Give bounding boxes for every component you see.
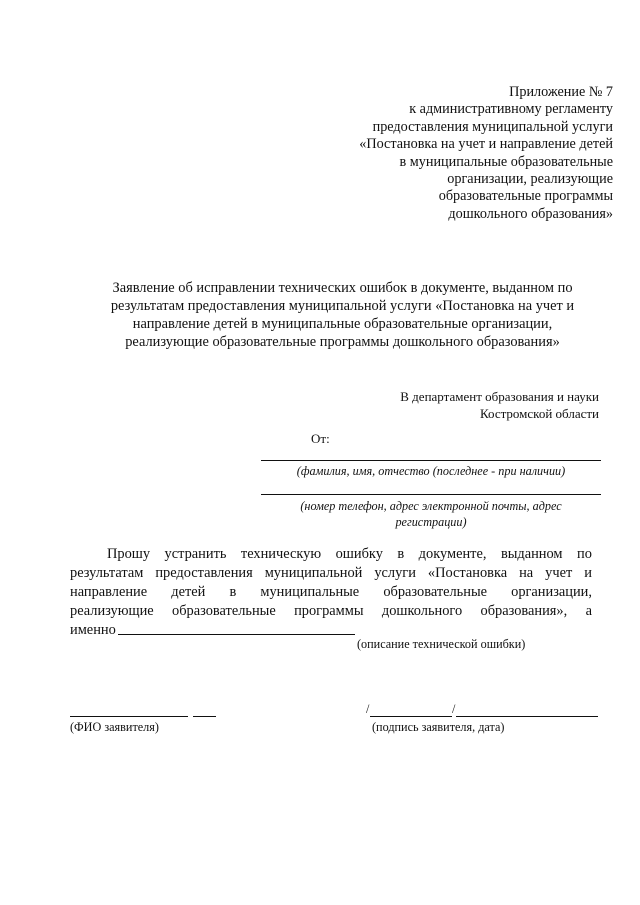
- signature-line[interactable]: [370, 716, 452, 717]
- body-word: муниципальные: [260, 584, 360, 600]
- fio-line-tail[interactable]: [193, 716, 216, 717]
- applicant-contacts-line[interactable]: [261, 494, 601, 495]
- title-line: результатам предоставления муниципальной услуги «Постановка на учет и: [110, 298, 575, 314]
- signature-label: (подпись заявителя, дата): [372, 720, 505, 734]
- title-line: направление детей в муниципальные образовательные организации,: [132, 316, 553, 332]
- body-word: в: [397, 546, 405, 562]
- title-line: реализующие образовательные программы дошкольного образования»: [125, 334, 560, 350]
- fio-line[interactable]: [70, 716, 188, 717]
- body-word: реализующие: [70, 603, 154, 619]
- body-word: направление: [70, 584, 148, 600]
- body-word: ошибку: [335, 546, 383, 562]
- body-word: выданном: [500, 546, 563, 562]
- body-word: результатам: [70, 565, 144, 581]
- applicant-name-line[interactable]: [261, 460, 601, 461]
- title-line: Заявление об исправлении технических ошибок в документе, выданном по: [112, 280, 573, 296]
- body-word: в: [229, 584, 237, 600]
- body-word: предоставления: [155, 565, 253, 581]
- applicant-contacts-hint: (номер телефон, адрес электронной почты, адрес: [300, 499, 562, 513]
- body-word: образовательные: [172, 603, 276, 619]
- from-label: От:: [311, 431, 330, 446]
- body-word: Прошу: [107, 546, 151, 562]
- annex-line: дошкольного образования»: [448, 205, 613, 222]
- annex-line: к административному регламенту: [409, 101, 613, 118]
- body-word: и: [584, 565, 592, 581]
- body-word: образовательные: [383, 584, 488, 600]
- body-line: [70, 602, 592, 621]
- applicant-name-hint: (фамилия, имя, отчество (последнее - при наличии): [296, 464, 566, 478]
- annex-line: в муниципальные образовательные: [399, 153, 613, 170]
- body-word: образования»,: [480, 603, 568, 619]
- slash-mark: /: [366, 702, 370, 716]
- body-word: документе,: [418, 546, 487, 562]
- error-description-hint: (описание технической ошибки): [357, 637, 526, 651]
- body-word: программы: [294, 603, 364, 619]
- body-word: услуги: [374, 565, 416, 581]
- body-word: по: [577, 546, 592, 562]
- body-word: техническую: [240, 546, 322, 562]
- body-word: а: [585, 603, 592, 619]
- annex-line: образовательные программы: [438, 188, 613, 205]
- error-description-line[interactable]: [118, 634, 355, 635]
- body-word: устранить: [164, 546, 227, 562]
- date-line[interactable]: [456, 716, 598, 717]
- fio-label: (ФИО заявителя): [70, 720, 159, 734]
- body-word: муниципальной: [264, 565, 363, 581]
- slash-mark: /: [452, 702, 456, 716]
- body-line: [107, 545, 592, 564]
- body-line: [70, 564, 592, 583]
- body-word: детей: [171, 584, 206, 600]
- body-word: дошкольного: [381, 603, 463, 619]
- annex-line: Приложение № 7: [509, 84, 613, 100]
- body-word: на: [519, 565, 534, 581]
- body-word: «Постановка: [427, 565, 508, 581]
- recipient-line: Костромской области: [479, 405, 599, 421]
- applicant-contacts-hint: регистрации): [395, 515, 467, 529]
- recipient-line: В департамент образования и науки: [400, 389, 599, 404]
- body-last-word: именно: [70, 622, 116, 638]
- annex-header: [313, 84, 613, 223]
- body-line: [70, 583, 592, 602]
- document-title: [70, 279, 615, 351]
- body-word: организации,: [511, 584, 592, 600]
- body-word: учет: [545, 565, 573, 581]
- recipient-block: [400, 389, 599, 422]
- annex-line: организации, реализующие: [447, 171, 613, 188]
- annex-line: «Постановка на учет и направление детей: [359, 136, 613, 153]
- annex-line: предоставления муниципальной услуги: [372, 118, 613, 135]
